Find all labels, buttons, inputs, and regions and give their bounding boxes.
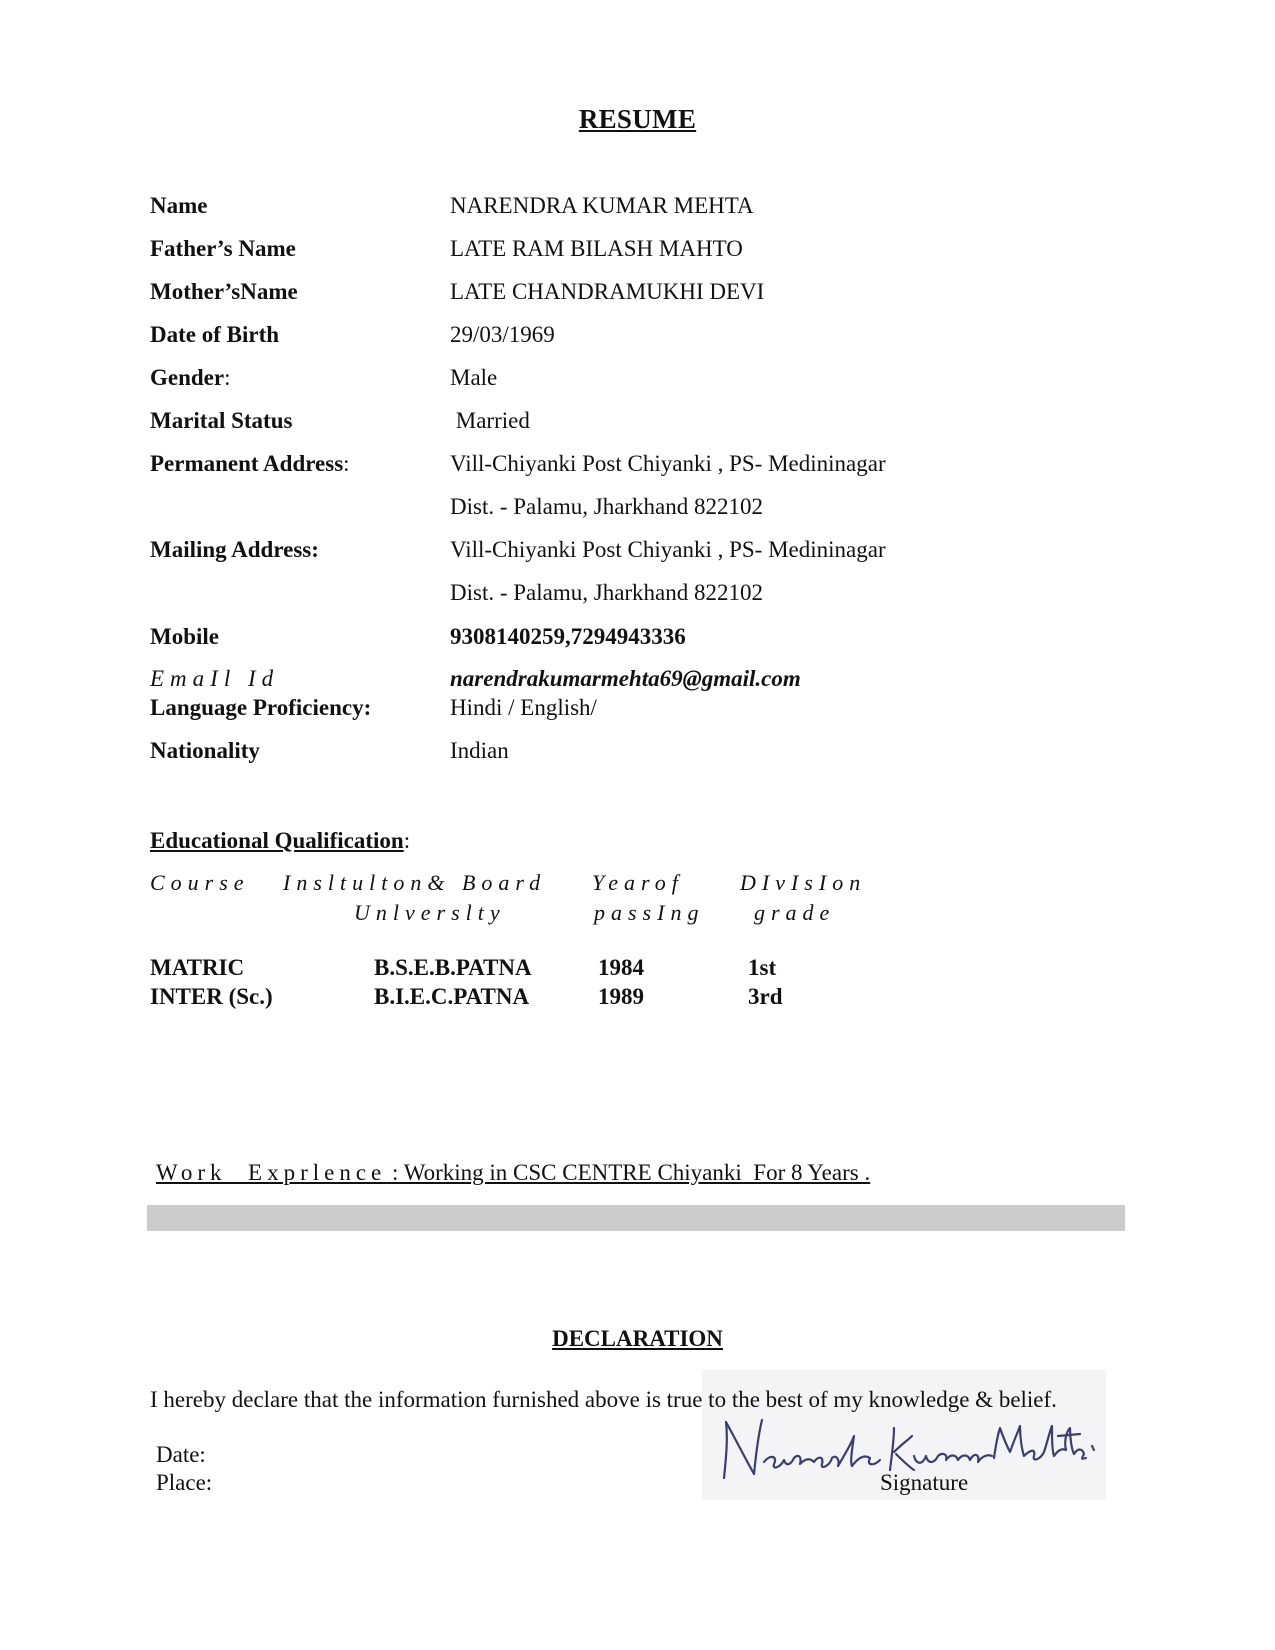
education-division: 3rd (748, 984, 783, 1009)
detail-label: Mother’sName (150, 279, 298, 304)
signature-label: Signature (880, 1470, 969, 1495)
declaration-title: DECLARATION (552, 1326, 723, 1351)
detail-value: 29/03/1969 (450, 322, 555, 347)
detail-row-nationality (150, 738, 1150, 768)
detail-label: Name (150, 193, 208, 218)
education-year: 1984 (598, 955, 644, 980)
detail-value: Indian (450, 738, 509, 763)
education-board: B.S.E.B.PATNA (374, 955, 532, 980)
place-label: Place: (156, 1470, 213, 1495)
column-header-grade: grade (754, 900, 836, 925)
work-experience-label: Work Exprlence (156, 1160, 387, 1185)
detail-value: Married (450, 408, 530, 433)
detail-value: Hindi / English/ (450, 695, 597, 720)
detail-value: Male (450, 365, 498, 390)
detail-row-gender (150, 365, 1150, 395)
detail-value: LATE RAM BILASH MAHTO (450, 236, 743, 261)
column-header-university: Unlverslty (354, 900, 506, 925)
detail-label: Marital Status (150, 408, 293, 433)
detail-label-text: Permanent Address (150, 451, 344, 476)
declaration-text: I hereby declare that the information furnished above is true to the best of my knowledge & belief. (150, 1387, 1057, 1412)
education-course: INTER (Sc.) (150, 984, 273, 1009)
education-heading (150, 828, 410, 854)
column-header-year: Yearof (592, 870, 684, 895)
detail-row-dob (150, 322, 1150, 352)
detail-row-language (150, 695, 1150, 725)
education-heading-text: Educational Qualification (150, 828, 404, 853)
work-experience (156, 1160, 870, 1186)
column-header-passing: passIng (594, 900, 705, 925)
detail-row-mother (150, 279, 1150, 309)
detail-value: Vill-Chiyanki Post Chiyanki , PS- Medininagar (450, 537, 886, 562)
detail-row-permanent-address-2 (150, 494, 1150, 524)
detail-row-mailing-address-2 (150, 580, 1150, 610)
detail-row-father (150, 236, 1150, 266)
detail-label: Language Proficiency: (150, 695, 372, 720)
detail-label: Nationality (150, 738, 260, 763)
detail-row-permanent-address (150, 451, 1150, 481)
detail-label-colon: : (343, 451, 350, 476)
divider-bar (147, 1205, 1125, 1231)
detail-label: Father’s Name (150, 236, 296, 261)
detail-label: Mailing Address: (150, 537, 319, 562)
date-label: Date: (156, 1442, 206, 1467)
detail-row-marital (150, 408, 1150, 438)
page-title: RESUME (578, 104, 697, 134)
detail-row-email (150, 666, 1150, 696)
detail-label-text: Gender (150, 365, 225, 390)
column-header-course: Course (150, 870, 250, 895)
detail-value: NARENDRA KUMAR MEHTA (450, 193, 754, 218)
detail-label (150, 451, 350, 477)
email-link[interactable]: narendrakumarmehta69@gmail.com (450, 666, 801, 691)
detail-label: EmaIl Id (150, 666, 280, 691)
education-course: MATRIC (150, 955, 245, 980)
column-header-division: DIvIsIon (740, 870, 867, 895)
education-heading-colon: : (403, 828, 411, 853)
detail-label-colon: : (224, 365, 231, 390)
detail-label: Date of Birth (150, 322, 280, 347)
work-experience-text: : Working in CSC CENTRE Chiyanki For 8 Years . (386, 1160, 871, 1185)
education-year: 1989 (598, 984, 644, 1009)
detail-label (150, 365, 231, 391)
education-division: 1st (748, 955, 777, 980)
detail-value: LATE CHANDRAMUKHI DEVI (450, 279, 765, 304)
detail-value: Dist. - Palamu, Jharkhand 822102 (450, 580, 764, 605)
detail-row-name (150, 193, 1150, 223)
column-header-institution: Insltulton& Board (283, 870, 547, 895)
detail-value: 9308140259,7294943336 (450, 624, 686, 649)
detail-row-mailing-address (150, 537, 1150, 567)
education-board: B.I.E.C.PATNA (374, 984, 530, 1009)
detail-value: Vill-Chiyanki Post Chiyanki , PS- Medininagar (450, 451, 886, 476)
detail-label: Mobile (150, 624, 219, 649)
detail-value: Dist. - Palamu, Jharkhand 822102 (450, 494, 764, 519)
detail-row-mobile (150, 624, 1150, 654)
